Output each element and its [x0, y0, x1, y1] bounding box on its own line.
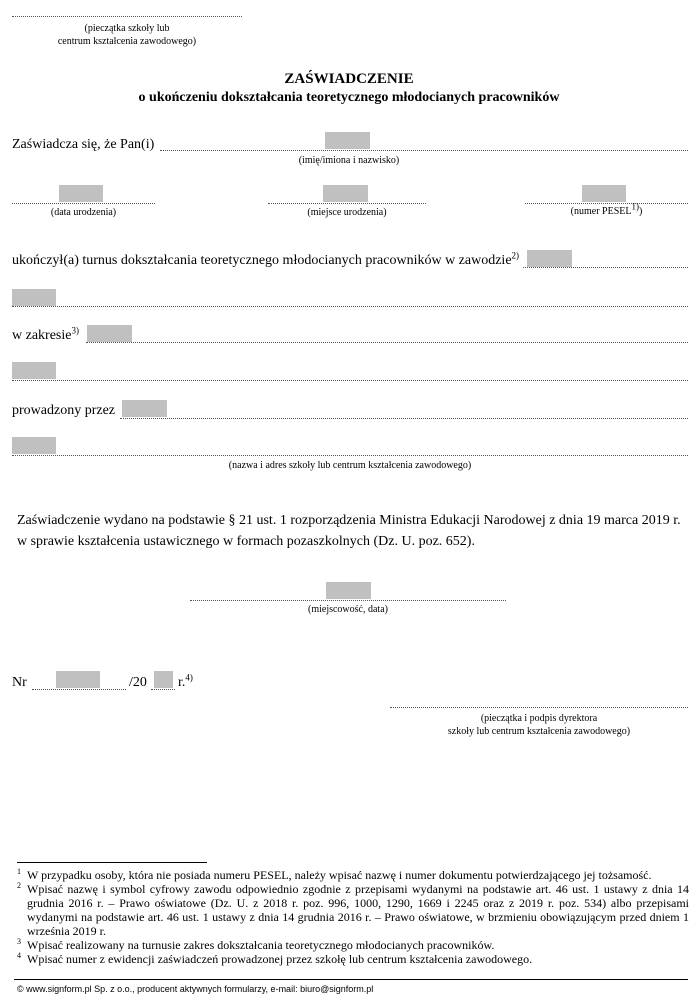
- school-input[interactable]: [122, 400, 167, 417]
- footnotes: [17, 868, 689, 966]
- profession-cont-line: [12, 306, 688, 307]
- scope-label-text: w zakresie: [12, 328, 72, 343]
- legal-basis: [17, 510, 693, 552]
- nr-footnote-ref: 4): [185, 672, 193, 683]
- pesel-footnote-ref: 1): [631, 201, 639, 212]
- conducted-line: [120, 418, 688, 419]
- footnote-2: 2 Wpisać nazwę i symbol cyfrowy zawodu odpowiednio zgodnie z przepisami wydanymi na podstawie art. 46 ust. 1 ustawy z dnia 14 grudnia 2016 r. – Prawo oświatowe (Dz. U. z 2018 r. poz. 996, 1000, 1290, 1669 i 2245 oraz z 2019 r. poz. 534) albo przepisami wydanymi na podstawie art. 46 ust. 1 ustawy z dnia 14 grudnia 2016 r. – Prawo oświatowe, w brzmieniu obowiązującym przed dniem 1 września 2019 r.: [17, 881, 689, 938]
- nr-label: Nr: [12, 675, 27, 690]
- scope-cont-input[interactable]: [12, 362, 56, 379]
- profession-cont-input[interactable]: [12, 289, 56, 306]
- signature-caption-line1: (pieczątka i podpis dyrektora: [480, 713, 598, 724]
- birth-date-input[interactable]: [59, 185, 103, 202]
- footer-copyright: © www.signform.pl Sp. z o.o., producent aktywnych formularzy, e-mail: biuro@signform.pl: [17, 984, 374, 994]
- conducted-label: prowadzony przez: [12, 403, 116, 418]
- school-stamp-caption: [12, 22, 242, 48]
- footnote-3-text: Wpisać realizowany na turnusie zakres dokształcania teoretycznego młodocianych pracowników.: [27, 938, 495, 952]
- school-caption: (nazwa i adres szkoły lub centrum kształcenia zawodowego): [228, 460, 472, 471]
- birth-place-input[interactable]: [323, 185, 368, 202]
- scope-footnote-ref: 3): [71, 325, 79, 336]
- signature-line: [390, 707, 688, 708]
- scope-line: [86, 342, 688, 343]
- footnote-4-text: Wpisać numer z ewidencji zaświadczeń prowadzonej przez szkołę lub centrum kształcenia zawodowego.: [27, 952, 533, 966]
- name-caption: (imię/imiona i nazwisko): [298, 155, 400, 166]
- year-suffix: [178, 672, 193, 691]
- footer-rule: [14, 979, 688, 980]
- place-date-input[interactable]: [326, 582, 371, 599]
- school-stamp-line: [12, 16, 242, 17]
- signature-caption-line2: szkoły lub centrum kształcenia zawodowego): [447, 726, 631, 737]
- scope-cont-line: [12, 380, 688, 381]
- stamp-caption-line1: (pieczątka szkoły lub: [84, 23, 170, 34]
- nr-line: [32, 689, 126, 690]
- birth-place-line: [268, 203, 426, 204]
- footnote-1: 1 W przypadku osoby, która nie posiada numeru PESEL, należy wpisać nazwę i numer dokumentu potwierdzającego jej tożsamość.: [17, 867, 652, 882]
- year-suffix-text: r.: [178, 675, 186, 690]
- footnote-2-text: Wpisać nazwę i symbol cyfrowy zawodu odpowiednio zgodnie z przepisami wydanymi na podstawie art. 46 ust. 1 ustawy z dnia 14 grudnia 2016 r. – Prawo oświatowe (Dz. U. z 2018 r. poz. 996, 1000, 1290, 1669 i 2245 oraz z 2019 r. poz. 534) albo przepisami wydanymi na podstawie art. 46 ust. 1 ustawy z dnia 14 grudnia 2016 r. – Prawo oświatowe, w brzmieniu obowiązującym przed dniem 1 września 2019 r.: [27, 882, 689, 938]
- birth-place-caption: (miejsce urodzenia): [307, 207, 387, 218]
- school-cont-input[interactable]: [12, 437, 56, 454]
- year-prefix: /20: [129, 675, 147, 690]
- completed-label-text: ukończył(a) turnus dokształcania teoretycznego młodocianych pracowników w zawodzie: [12, 253, 512, 268]
- name-input[interactable]: [325, 132, 370, 149]
- document-title: ZAŚWIADCZENIE: [284, 71, 414, 87]
- nr-input[interactable]: [56, 671, 100, 688]
- pesel-caption-text: (numer PESEL: [570, 206, 632, 217]
- footnote-1-text: W przypadku osoby, która nie posiada numeru PESEL, należy wpisać nazwę i numer dokumentu potwierdzającego jej tożsamość.: [27, 868, 652, 882]
- profession-input[interactable]: [527, 250, 572, 267]
- legal-basis-line2: w sprawie kształcenia ustawicznego w formach pozaszkolnych (Dz. U. poz. 652).: [17, 534, 475, 549]
- place-date-caption: (miejscowość, data): [308, 604, 388, 615]
- document-subtitle: o ukończeniu dokształcania teoretycznego młodocianych pracowników: [138, 90, 560, 105]
- year-line: [151, 689, 175, 690]
- completed-label: [12, 250, 520, 269]
- profession-footnote-ref: 2): [511, 250, 520, 261]
- place-date-line: [190, 600, 506, 601]
- birth-date-caption: (data urodzenia): [50, 207, 117, 218]
- signature-caption: [390, 712, 688, 738]
- footnote-4: 4 Wpisać numer z ewidencji zaświadczeń prowadzonej przez szkołę lub centrum kształcenia zawodowego.: [17, 951, 533, 966]
- footnote-separator: [17, 862, 207, 863]
- certify-label: Zaświadcza się, że Pan(i): [12, 137, 155, 152]
- legal-basis-line1: Zaświadczenie wydano na podstawie § 21 ust. 1 rozporządzenia Ministra Edukacji Narodowej z dnia 19 marca 2019 r.: [17, 513, 681, 528]
- pesel-caption: [525, 201, 688, 217]
- pesel-input[interactable]: [582, 185, 626, 202]
- stamp-caption-line2: centrum kształcenia zawodowego): [57, 36, 197, 47]
- footnote-3: 3 Wpisać realizowany na turnusie zakres dokształcania teoretycznego młodocianych pracowników.: [17, 937, 495, 952]
- pesel-line: [525, 203, 688, 204]
- year-input[interactable]: [154, 671, 173, 688]
- name-line: [160, 150, 688, 151]
- school-cont-line: [12, 455, 688, 456]
- scope-input[interactable]: [87, 325, 132, 342]
- profession-line: [523, 267, 688, 268]
- birth-date-line: [12, 203, 155, 204]
- pesel-caption-close: ): [638, 206, 643, 217]
- scope-label: [12, 325, 79, 344]
